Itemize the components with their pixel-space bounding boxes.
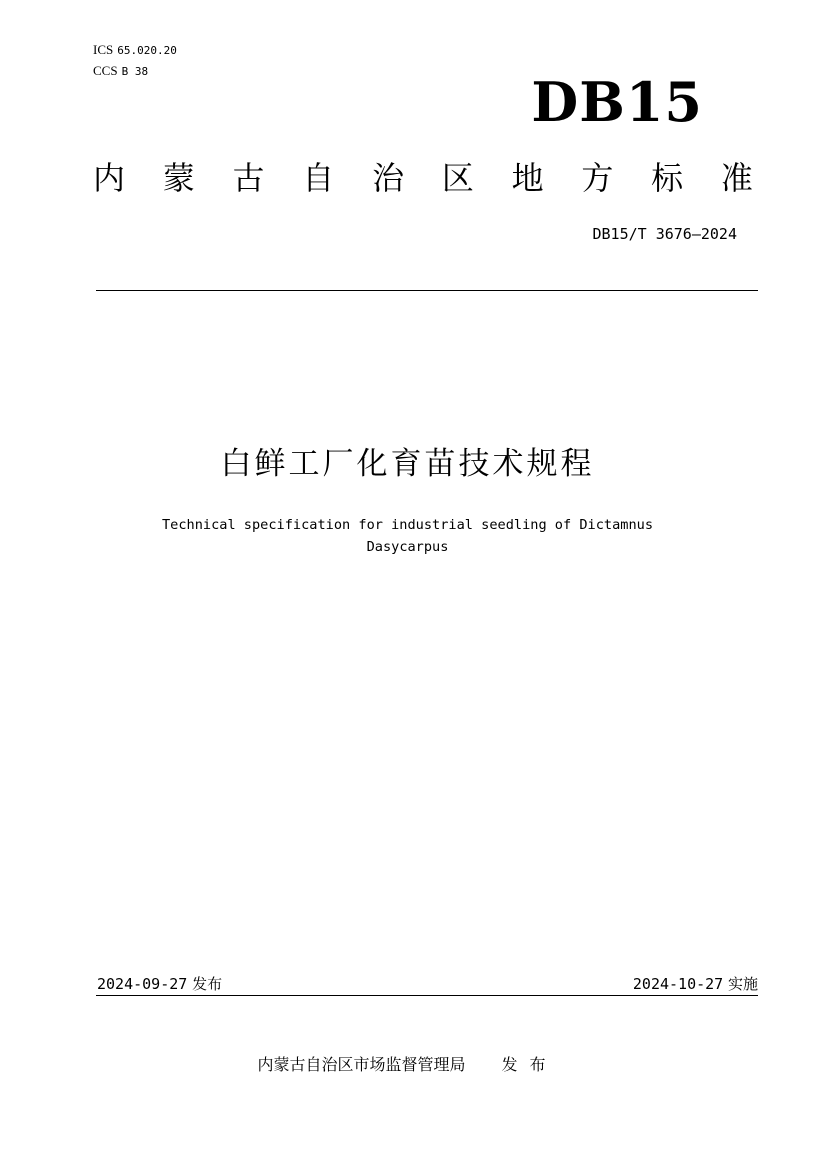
publisher-action: 发布: [501, 1055, 558, 1074]
issue-date: [97, 973, 222, 994]
standard-type-char: 自: [302, 159, 335, 197]
standard-number: DB15/T 3676—2024: [592, 225, 737, 243]
publisher-name: 内蒙古自治区市场监督管理局: [257, 1055, 466, 1074]
classification-codes: [93, 40, 177, 82]
ics-value: 65.020.20: [117, 44, 177, 57]
standard-type-char: 内: [93, 159, 126, 197]
implementation-date-label: 实施: [727, 975, 758, 993]
standard-type-char: 区: [441, 159, 474, 197]
bottom-divider: [96, 995, 758, 996]
standard-type-char: 标: [651, 159, 684, 197]
document-title-chinese: 白鲜工厂化育苗技术规程: [220, 446, 595, 482]
standard-type-char: 治: [372, 159, 405, 197]
standard-type-char: 古: [232, 159, 265, 197]
standard-type-char: 蒙: [162, 159, 195, 197]
ccs-line: [93, 61, 177, 82]
implementation-date: [633, 973, 758, 994]
issue-date-label: 发布: [192, 975, 223, 993]
ccs-value: B 38: [121, 65, 149, 78]
title-en-line-1: Technical specification for industrial seedling of Dictamnus: [161, 517, 654, 533]
issue-date-value: 2024-09-27: [97, 975, 188, 993]
standard-type-heading: [93, 156, 753, 200]
standard-type-char: 地: [511, 159, 544, 197]
top-divider: [96, 290, 758, 291]
standard-type-char: 方: [581, 159, 614, 197]
publisher: [0, 1052, 815, 1075]
standard-type-char: 准: [720, 159, 753, 197]
implementation-date-value: 2024-10-27: [632, 975, 724, 993]
ics-line: [93, 40, 177, 61]
ccs-label: CCS: [93, 63, 118, 78]
ics-label: ICS: [93, 42, 114, 57]
standard-logo: DB15: [531, 70, 703, 134]
document-title-english: [100, 514, 715, 558]
title-en-line-2: Dasycarpus: [366, 539, 449, 555]
